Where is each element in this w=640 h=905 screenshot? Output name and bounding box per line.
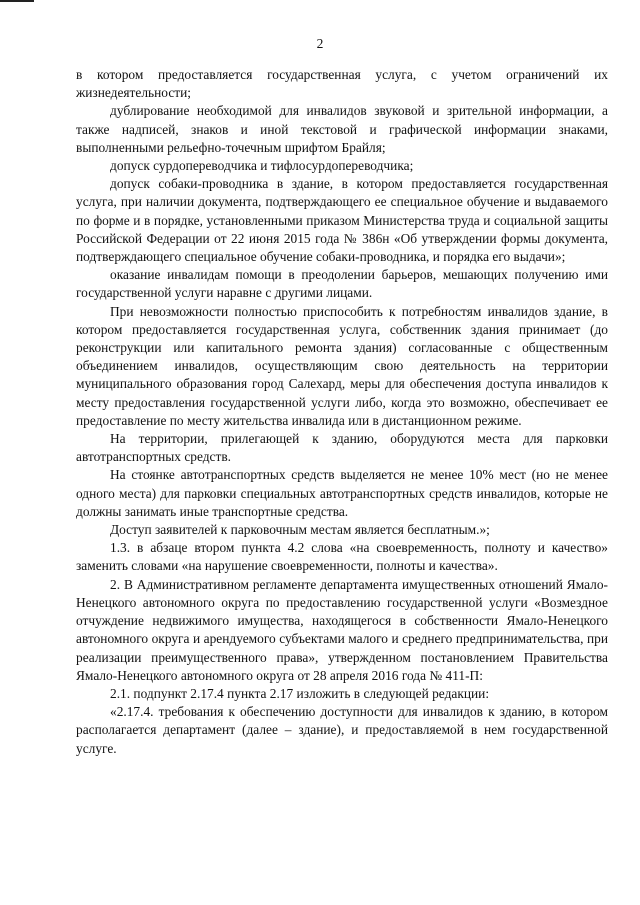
paragraph-5: оказание инвалидам помощи в преодолении барьеров, мешающих получению ими государственной услуги наравне с другими лицами. — [76, 267, 608, 301]
paragraph-11: 2. В Административном регламенте департамента имущественных отношений Ямало-Ненецкого автономного округа по предоставлению государственной услуги «Возмездное отчуждение недвижимого имущества, находящегося в собственности Ямало-Ненецкого автономного округа и арендуемого субъектами малого и среднего предпринимательства, при реализации преимущественного права», утвержденном постановлением Правительства Ямало-Ненецкого автономного округа от 28 апреля 2016 года № 411-П: — [76, 576, 608, 683]
paragraph-4: допуск собаки-проводника в здание, в котором предоставляется государственная услуга, при наличии документа, подтверждающего ее специальное обучение и выдаваемого по форме и в порядке, установленными приказом Министерства труда и социальной защиты Российской Федерации от 22 июня 2015 года № 386н «Об утверждении формы документа, подтверждающего специальное обучение собаки-проводника, и порядка его выдачи»; — [76, 176, 608, 265]
paragraph-7: На территории, прилегающей к зданию, оборудуются места для парковки автотранспортных средств. — [76, 431, 608, 465]
paragraph-12: 2.1. подпункт 2.17.4 пункта 2.17 изложить в следующей редакции: — [110, 685, 490, 701]
paragraph-6: При невозможности полностью приспособить к потребностям инвалидов здание, в котором предоставляется государственная услуга, собственник здания принимает (до реконструкции или капитального ремонта здания) согласованные с общественным объединением инвалидов, осуществляющим свою деятельность на территории муниципального образования город Салехард, меры для обеспечения доступа инвалидов к месту предоставления государственной услуги либо, когда это возможно, обеспечивает ее предоставление по месту жительства инвалида или в дистанционном режиме. — [76, 303, 608, 428]
document-body — [76, 66, 608, 758]
scan-corner-mark — [0, 0, 34, 2]
paragraph-8: На стоянке автотранспортных средств выделяется не менее 10% мест (но не менее одного места) для парковки специальных автотранспортных средств инвалидов, которые не должны занимать иные транспортные средства. — [76, 467, 608, 519]
page-number: 2 — [316, 36, 324, 51]
paragraph-2: дублирование необходимой для инвалидов звуковой и зрительной информации, а также надписей, знаков и иной текстовой и графической информации знаками, выполненными рельефно-точечным шрифтом Брайля; — [76, 103, 608, 155]
paragraph-1: в котором предоставляется государственная услуга, с учетом ограничений их жизнедеятельности; — [76, 67, 608, 101]
paragraph-9: Доступ заявителей к парковочным местам является бесплатным.»; — [110, 522, 490, 538]
paragraph-3: допуск сурдопереводчика и тифлосурдопереводчика; — [110, 158, 414, 174]
paragraph-10: 1.3. в абзаце втором пункта 4.2 слова «на своевременность, полноту и качество» заменить словами «на нарушение своевременности, полноты и качества». — [76, 540, 608, 574]
paragraph-13: «2.17.4. требования к обеспечению доступности для инвалидов к зданию, в котором располагается департамент (далее – здание), и предоставляемой в нем государственной услуге. — [76, 704, 608, 756]
